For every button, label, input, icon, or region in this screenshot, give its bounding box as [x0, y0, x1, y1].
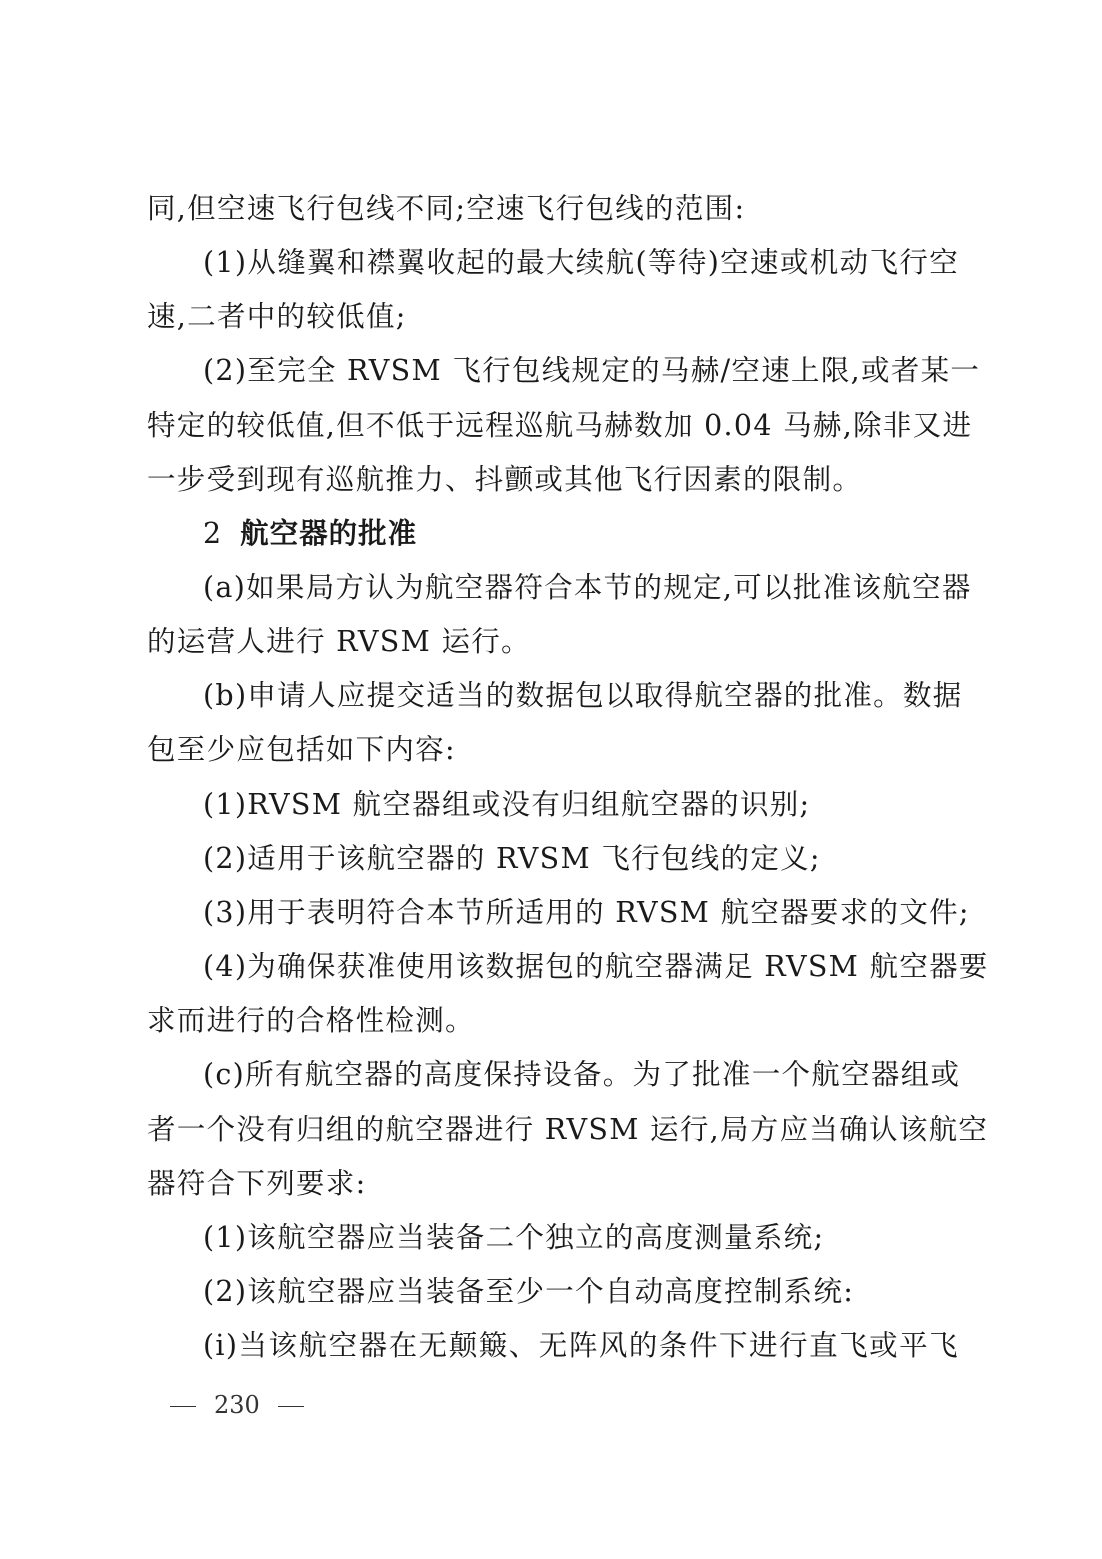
paragraph-line: (2)至完全 RVSM 飞行包线规定的马赫/空速上限,或者某一 [203, 354, 981, 387]
section-heading [203, 509, 959, 559]
paragraph-line: 同,但空速飞行包线不同;空速飞行包线的范围: [147, 192, 746, 225]
paragraph-line: 特定的较低值,但不低于远程巡航马赫数加 0.04 马赫,除非又进 [147, 409, 973, 442]
paragraph-line: (1)该航空器应当装备二个独立的高度测量系统; [203, 1221, 825, 1254]
paragraph-line: 的运营人进行 RVSM 运行。 [147, 625, 531, 658]
paragraph-line: 一步受到现有巡航推力、抖颤或其他飞行因素的限制。 [147, 463, 863, 496]
paragraph-line: 器符合下列要求: [147, 1167, 367, 1200]
paragraph-line: (2)该航空器应当装备至少一个自动高度控制系统: [203, 1275, 855, 1308]
footer-dash-right [278, 1406, 304, 1407]
paragraph-line: (2)适用于该航空器的 RVSM 飞行包线的定义; [203, 842, 821, 875]
paragraph-line: (1)RVSM 航空器组或没有归组航空器的识别; [203, 788, 811, 821]
paragraph-line: (b)申请人应提交适当的数据包以取得航空器的批准。数据 [203, 679, 963, 712]
paragraph-line: (4)为确保获准使用该数据包的航空器满足 RVSM 航空器要 [203, 950, 989, 983]
footer-dash-left [170, 1406, 196, 1407]
section-title: 航空器的批准 [240, 517, 418, 550]
paragraph-line: 求而进行的合格性检测。 [147, 1004, 475, 1037]
paragraph-line: (i)当该航空器在无颠簸、无阵风的条件下进行直飞或平飞 [203, 1329, 959, 1362]
section-number: 2 [203, 517, 223, 550]
paragraph-line: 包至少应包括如下内容: [147, 733, 456, 766]
page-footer [170, 1385, 304, 1425]
paragraph-line: 者一个没有归组的航空器进行 RVSM 运行,局方应当确认该航空 [147, 1113, 989, 1146]
paragraph-line: (3)用于表明符合本节所适用的 RVSM 航空器要求的文件; [203, 896, 970, 929]
paragraph-line: 速,二者中的较低值; [147, 300, 407, 333]
page-number: 230 [214, 1391, 260, 1419]
paragraph-line: (1)从缝翼和襟翼收起的最大续航(等待)空速或机动飞行空 [203, 246, 959, 279]
paragraph-line: (c)所有航空器的高度保持设备。为了批准一个航空器组或 [203, 1058, 961, 1091]
paragraph-line: (a)如果局方认为航空器符合本节的规定,可以批准该航空器 [203, 571, 972, 604]
